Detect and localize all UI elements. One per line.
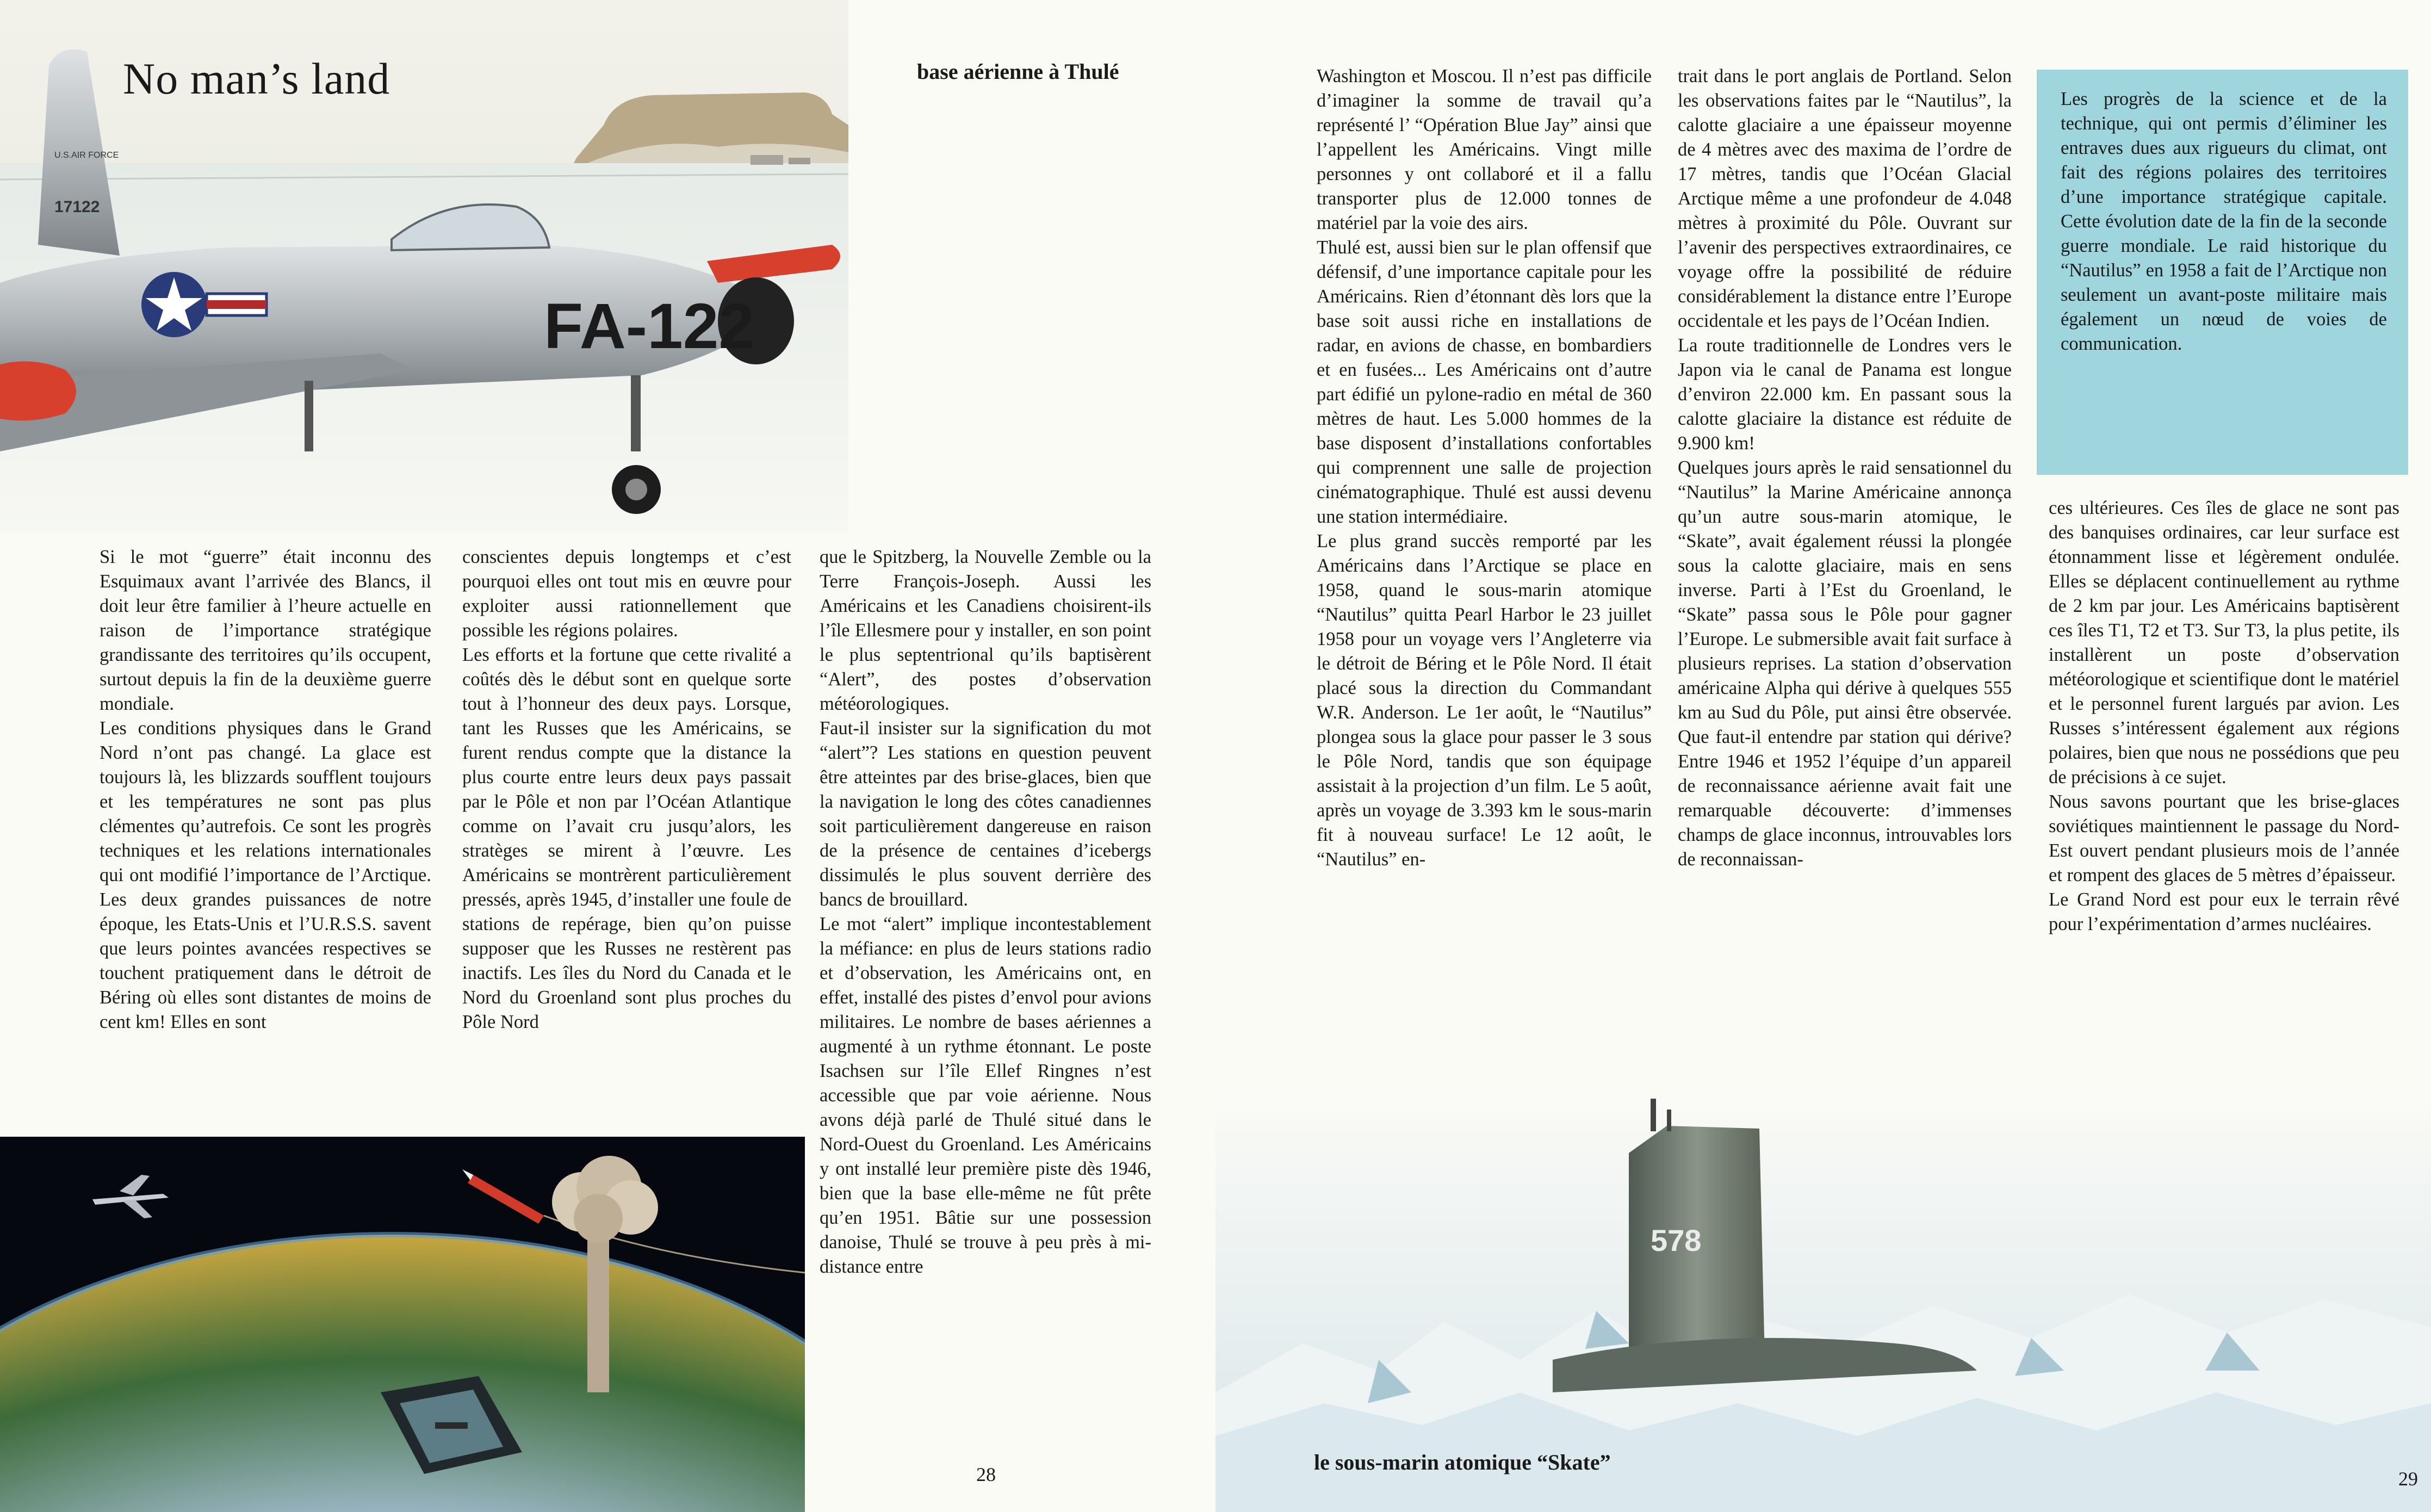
sidebar-box: [2037, 70, 2408, 475]
text-column-3: [820, 545, 1151, 1279]
submarine-skate-illustration: [1216, 1088, 2431, 1512]
aircraft-tail-number: 17122: [54, 198, 100, 216]
page-title: No man’s land: [123, 54, 390, 103]
paragraph: Le mot “alert” implique incontestablement la méfiance: en plus de leurs stations radio et d’observation, les Américains ont, en effet, installé des pistes d’envol pour avions militaires. Le nombre de bases aériennes a augmenté à un rythme étonnant. Le poste Isachsen sur l’île Ellef Ringnes n’est accessible que par voie aérienne. Nous avons déjà parlé de Thulé situé dans le Nord-Ouest du Groenland. Les Américains y ont installé leur première piste dès 1946, bien que la base elle-même ne fût prête qu’en 1951. Bâtie sur une possession danoise, Thulé se trouve à peu près à mi-distance entre: [820, 914, 1151, 1277]
paragraph: Thulé est, aussi bien sur le plan offensif que défensif, d’une importance capitale pour les Américains. Rien d’étonnant dès lors que la base soit aussi riche en installations de radar, en avions de chasse, en bombardiers et en fusées... Les Américains ont d’autre part édifié un pylone-radio en métal de 360 mètres de haut. Les 5.000 hommes de la base disposent d’installations confortables qui comprennent une salle de projection cinématographique. Thulé est aussi devenu une station intermédiaire.: [1317, 237, 1652, 527]
paragraph: Le plus grand succès remporté par les Américains dans l’Arctique se place en 1958, quand le sous-marin atomique “Nautilus” quitta Pearl Harbor le 23 juillet 1958 pour un voyage vers l’Angleterre via le détroit de Béring et le Pôle Nord. Il était placé sous la direction du Commandant W.R. Anderson. Le 1er août, le “Nautilus” plongea sous la glace pour passer le 3 sous le Pôle Nord, tandis que son équipage assistait à la projection d’un film. Le 5 août, après un voyage de 3.393 km le sous-marin fit à nouveau surface! Le 12 août, le “Nautilus” en-: [1317, 531, 1652, 870]
page-number-right: 29: [2398, 1468, 2418, 1490]
paragraph: trait dans le port anglais de Portland. Selon les observations faites par le “Nautilus”, la calotte glaciaire a une épaisseur moyenne de 4 mètres avec des maxima de l’ordre de 17 mètres, tandis que l’Océan Glacial Arctique même a une profondeur de 4.048 mètres à proximité du Pôle. Ouvrant sur l’avenir des perspectives extraordinaires, ce voyage offre la possibilité de réduire considérablement la distance entre l’Europe occidentale et les pays de l’Océan Indien.: [1678, 66, 2012, 331]
aircraft-code: FA-122: [544, 290, 754, 362]
paragraph: ces ultérieures. Ces îles de glace ne sont pas des banquises ordinaires, car leur surface est étonnamment lisse et légèrement ondulée. Elles se déplacent continuellement au rythme de 2 km par jour. Les Américains baptisèrent ces îles T1, T2 et T3. Sur T3, la plus petite, ils installèrent un poste d’observation météorologique et scientifique dont le matériel et le personnel furent largués par avion. Les Russes s’intéressent également aux régions polaires, bien que nous ne possédions que peu de précisions à ce sujet.: [2049, 498, 2399, 788]
page-number-left: 28: [976, 1464, 996, 1485]
paragraph: Quelques jours après le raid sensationnel du “Nautilus” la Marine Américaine annonça qu’un autre sous-marin atomique, le “Skate”, avait également réussi la plongée sous la calotte glaciaire, mais en sens inverse. Parti à l’Est du Groenland, le “Skate” passa sous le Pôle pour gagner l’Europe. Le submersible avait fait surface à plusieurs reprises. La station d’observation américaine Alpha qui dérive à quelques 555 km au Sud du Pôle, put ainsi être observée. Que faut-il entendre par station qui dérive? Entre 1946 et 1952 l’équipe d’un appareil de reconnaissance aérienne avait fait une remarquable découverte: d’immenses champs de glace inconnus, introuvables lors de reconnaissan-: [1678, 457, 2012, 870]
submarine-number: 578: [1651, 1223, 1702, 1257]
paragraph: Si le mot “guerre” était inconnu des Esquimaux avant l’arrivée des Blancs, il doit leur être familier à l’heure actuelle en raison de l’importance stratégique grandissante des territoires qu’ils occupent, surtout depuis la fin de la deuxième guerre mondiale.: [100, 547, 431, 714]
paragraph: Nous savons pourtant que les brise-glaces soviétiques maintiennent le passage du Nord-Est ouvert pendant plusieurs mois de l’année et rompent des glaces de 5 mètres d’épaisseur.: [2049, 791, 2399, 885]
paragraph: Le Grand Nord est pour eux le terrain rêvé pour l’expérimentation d’armes nucléaires.: [2049, 889, 2399, 934]
text-column-6: [2049, 496, 2399, 937]
aircraft-tail-text: U.S.AIR FORCE: [54, 151, 119, 160]
paragraph: conscientes depuis longtemps et c’est pourquoi elles ont tout mis en œuvre pour exploiter aussi rationnellement que possible les régions polaires.: [462, 547, 791, 641]
caption-submarine-skate: le sous-marin atomique “Skate”: [1314, 1450, 1611, 1474]
paragraph: Washington et Moscou. Il n’est pas difficile d’imaginer la somme de travail qu’a représenté l’ “Opération Blue Jay” ainsi que l’appellent les Américains. Vingt mille personnes y ont collaboré et il a fallu transporter plus de 12.000 tonnes de matériel par la voie des airs.: [1317, 66, 1652, 233]
text-column-2: [462, 545, 791, 1034]
sidebar-text: Les progrès de la science et de la technique, qui ont permis d’éliminer les entraves dues aux rigueurs du climat, ont fait des régions polaires des territoires d’une importance stratégique capitale. Cette évolution date de la fin de la seconde guerre mondiale. Le raid historique du “Nautilus” en 1958 a fait de l’Arctique non seulement un avant-poste militaire mais également un nœud de voies de communication.: [2061, 89, 2387, 354]
text-column-5: [1678, 64, 2012, 872]
text-column-1: [100, 545, 431, 1034]
text-column-4: [1317, 64, 1652, 872]
nuclear-arctic-illustration: [0, 1137, 805, 1512]
paragraph: Les efforts et la fortune que cette rivalité a coûtés dès le début sont en quelque sorte tout à l’honneur des deux pays. Lorsque, tant les Russes que les Américains, se furent rendus compte que la distance la plus courte entre leurs deux pays passait par le Pôle et non par l’Océan Atlantique comme on l’avait cru jusqu’alors, les stratèges se mirent à l’œuvre. Les Américains se montrèrent particulièrement pressés, après 1945, d’installer une foule de stations de repérage, bien qu’on puisse supposer que les Russes ne restèrent pas inactifs. Les îles du Nord du Canada et le Nord du Groenland sont plus proches du Pôle Nord: [462, 645, 791, 1032]
right-page: [1216, 0, 2431, 1512]
paragraph: Faut-il insister sur la signification du mot “alert”? Les stations en question peuvent être atteintes par des brise-glaces, bien que la navigation le long des côtes canadiennes soit particulièrement dangereuse en raison de la présence de centaines d’icebergs dissimulés le plus souvent derrière des bancs de brouillard.: [820, 718, 1151, 910]
paragraph: Les conditions physiques dans le Grand Nord n’ont pas changé. La glace est toujours là, les blizzards soufflent toujours et les températures ne sont pas plus clémentes qu’autrefois. Ce sont les progrès techniques et les relations internationales qui ont modifié l’importance de l’Arctique. Les deux grandes puissances de notre époque, les Etats-Unis et l’U.R.S.S. savent que leurs pointes avancées respectives se touchent pratiquement dans le détroit de Béring où elles sont distantes de moins de cent km! Elles en sont: [100, 718, 431, 1032]
caption-thule-airbase: base aérienne à Thulé: [917, 59, 1119, 84]
paragraph: La route traditionnelle de Londres vers le Japon via le canal de Panama est longue d’environ 22.000 km. En passant sous la calotte glaciaire la distance est réduite de 9.900 km!: [1678, 335, 2012, 454]
paragraph: que le Spitzberg, la Nouvelle Zemble ou la Terre François-Joseph. Aussi les Américains et les Canadiens choisirent-ils l’île Ellesmere pour y installer, en son point le plus septentrional qu’ils baptisèrent “Alert”, des postes d’observation météorologiques.: [820, 547, 1151, 714]
